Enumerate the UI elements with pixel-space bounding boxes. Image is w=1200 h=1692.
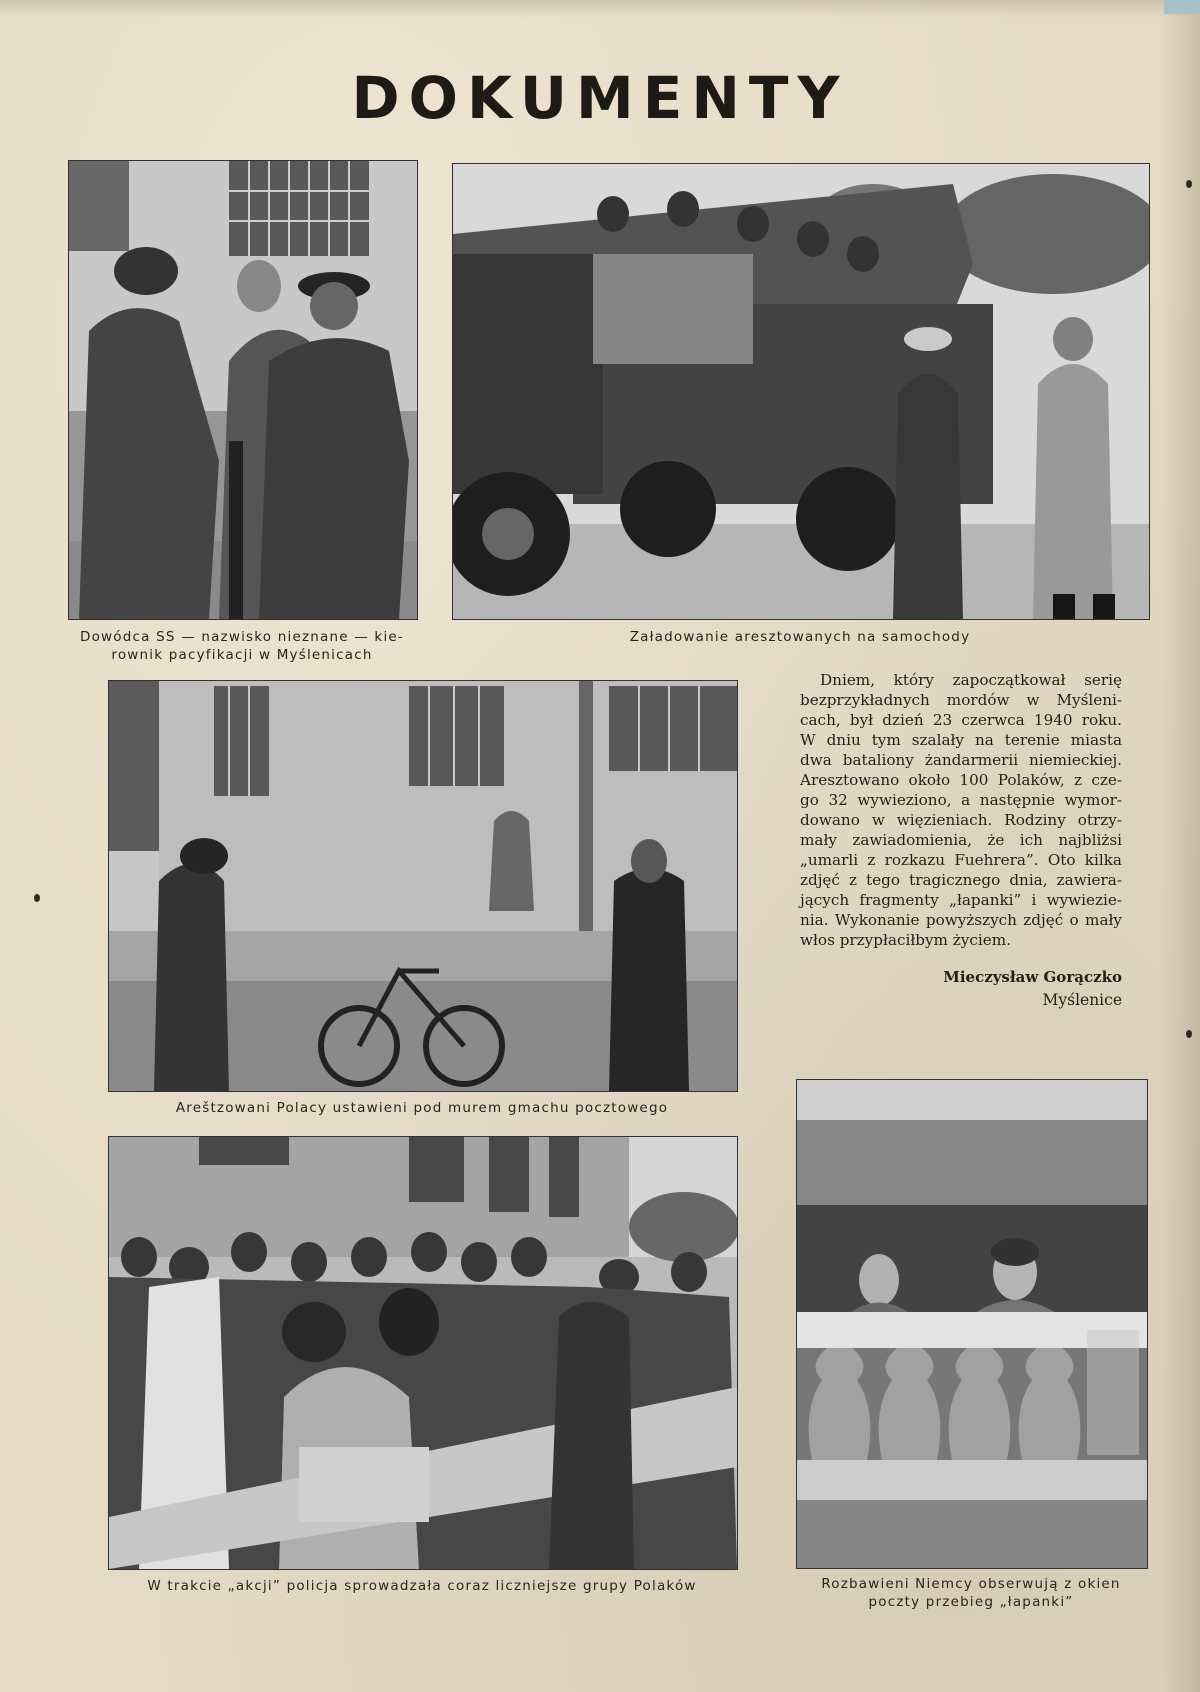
- paper-edge-top: [0, 0, 1200, 18]
- binding-hole-mark: [1186, 180, 1192, 188]
- photo-loading-trucks-image: [453, 164, 1149, 619]
- photo-ss-commander-image: [69, 161, 417, 619]
- article-line: cach, był dzień 23 czerwca 1940 roku.: [800, 711, 1122, 729]
- article-line: jących fragmenty „łapanki” i wywiezie-: [800, 891, 1122, 909]
- photo-post-office-wall: [108, 680, 738, 1092]
- photo-post-office-wall-image: [109, 681, 737, 1091]
- photo-ss-commander: [68, 160, 418, 620]
- photo-germans-window-image: [797, 1080, 1147, 1568]
- caption-line: rownik pacyfikacji w Myślenicach: [111, 647, 373, 663]
- caption-line: W trakcie „akcji” policja sprowadzała coraz liczniejsze grupy Polaków: [147, 1578, 697, 1594]
- article-line: W dniu tym szalały na terenie miasta: [800, 731, 1122, 749]
- binding-hole-mark: [34, 894, 40, 902]
- caption-line: Dowódca SS — nazwisko nieznane — kie-: [80, 629, 404, 645]
- caption-post-office-wall: [108, 1099, 736, 1117]
- article-line: nia. Wykonanie powyższych zdjęć o mały: [800, 911, 1122, 929]
- caption-ss-commander: [60, 628, 424, 664]
- article-author: Mieczysław Gorączko: [943, 968, 1122, 986]
- article-line: „umarli z rozkazu Fuehrera”. Oto kilka: [800, 851, 1122, 869]
- article-line: mały zawiadomienia, że ich najbliżsi: [800, 831, 1122, 849]
- article-body: [800, 670, 1122, 950]
- article-line: dwa bataliony żandarmerii niemieckiej.: [800, 751, 1122, 769]
- article-line: włos przypłaciłbym życiem.: [800, 931, 1011, 949]
- photo-crowd-action: [108, 1136, 738, 1570]
- paper-edge-right: [1160, 0, 1200, 1692]
- binding-hole-mark: [1186, 1030, 1192, 1038]
- photo-crowd-action-image: [109, 1137, 737, 1569]
- caption-line: Rozbawieni Niemcy obserwują z okien: [821, 1576, 1121, 1592]
- article-line: zdjęć z tego tragicznego dnia, zawiera-: [800, 871, 1122, 889]
- article-line: go 32 wywieziono, a następnie wymor-: [800, 791, 1122, 809]
- caption-crowd-action: [100, 1577, 744, 1595]
- caption-line: poczty przebieg „łapanki”: [868, 1594, 1074, 1610]
- caption-germans-window: [790, 1575, 1152, 1611]
- caption-line: Areštzowani Polacy ustawieni pod murem gmachu pocztowego: [175, 1100, 669, 1116]
- photo-loading-trucks: [452, 163, 1150, 620]
- caption-loading-trucks: [452, 628, 1148, 646]
- article-line: Aresztowano około 100 Polaków, z cze-: [800, 771, 1122, 789]
- article-place: Myślenice: [1042, 991, 1122, 1009]
- article-line: bezprzykładnych mordów w Myśleni-: [800, 691, 1122, 709]
- article-line: Dniem, który zapoczątkował serię: [820, 671, 1122, 689]
- archive-tab: [1164, 0, 1200, 14]
- caption-line: Załadowanie aresztowanych na samochody: [629, 629, 971, 645]
- photo-germans-window: [796, 1079, 1148, 1569]
- article-line: dowano w więzieniach. Rodziny otrzy-: [800, 811, 1122, 829]
- page-title: DOKUMENTY: [351, 64, 849, 132]
